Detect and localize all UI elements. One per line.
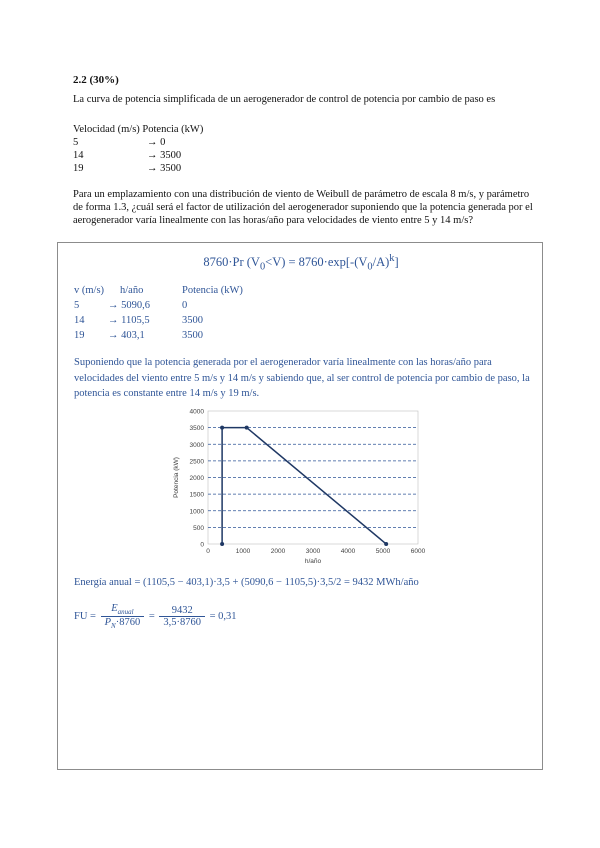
- question-title: 2.2 (30%): [73, 74, 119, 86]
- data-point: [384, 542, 388, 546]
- answer-explanation: Suponiendo que la potencia generada por el aerogenerador varía linealmente con las horas/año para velocidades del viento entre 5 m/s y 14 m/s y sabiendo que, al ser control de potencia por cambio de paso, la potencia es constante entre 14 m/s y 19 m/s.: [74, 357, 530, 399]
- col-header-hours: h/año: [120, 285, 144, 296]
- y-tick-label: 500: [193, 524, 204, 532]
- utilization-factor: FU = $E_{anual}$ $P_N\cdot 8760$ = $\frac{9432}{3,5\cdot 8760}$ = 0,31: [74, 603, 237, 631]
- question-paragraph: Para un emplazamiento con una distribución de viento de Weibull de parámetro de escala 8 m/s, y parámetro de forma 1.3, ¿cuál será el factor de utilización del aerogenerador suponiendo que la potencia generada por el aerogenerador varía linealmente con las horas/año para velocidades de viento entre 5 y 14 m/s?: [73, 189, 533, 226]
- power-cell: → 0: [147, 137, 166, 148]
- x-tick-label: 1000: [235, 548, 251, 555]
- power-series-line: [222, 428, 386, 544]
- answer-box: 8760·Pr $(V_0<V) = 8760\cdot\exp[-(V_0/A)^k]$ v (m/s) h/año Potencia (kW) 5 → 5090,6 0 14 → 1105,5 3500 19 → 403,1 3500 Suponiendo que la potencia generada por el aerogenerador varía linealmente con las horas/año para velocidades del viento entre 5 m/s y 14 m/s y sabiendo que, al ser control de potencia por cambio de paso, la potencia es constante entre 14 m/s y 19 m/s. 0 500 1000 1500 2000 2500 3000 3500 4000 0 1000 2000 3000 4000 5000 6000 h/año Potencia (kW) Energía anual = (1105,5 − 403,1)·3,5 + (5090,6 − 1105,5)·3,5/2 = 9432 MWh/año FU = $E_{anual}$ $P_N\cdot 8760$ = $\frac{9432}{3,5\cdot 8760}$ = 0,31: [57, 242, 543, 770]
- y-tick-label: 2000: [189, 475, 204, 482]
- col-header-power: Potencia (kW): [182, 285, 243, 296]
- x-tick-label: 5000: [375, 548, 391, 555]
- data-point: [245, 426, 249, 430]
- annual-energy: Energía anual = (1105,5 − 403,1)·3,5 + (5090,6 − 1105,5)·3,5/2 = 9432 MWh/año: [74, 577, 419, 588]
- x-tick-label: 6000: [410, 548, 426, 555]
- power-cell: → 3500: [147, 150, 182, 161]
- data-point: [220, 542, 224, 546]
- x-tick-label: 3000: [305, 548, 321, 555]
- y-tick-label: 3000: [189, 441, 204, 449]
- x-tick-label: 4000: [340, 548, 356, 555]
- question-table-header: Velocidad (m/s) Potencia (kW): [73, 124, 204, 135]
- y-tick-label: 0: [200, 541, 204, 549]
- speed-cell: 19: [73, 163, 84, 174]
- x-tick-label: 2000: [270, 548, 286, 555]
- question-intro: La curva de potencia simplificada de un aerogenerador de control de potencia por cambio de paso es: [73, 94, 496, 105]
- power-cell: → 3500: [147, 163, 182, 174]
- data-point: [220, 426, 224, 430]
- speed-cell: 5: [73, 137, 79, 148]
- y-tick-label: 1000: [189, 508, 204, 516]
- x-tick-label: 0: [206, 548, 210, 555]
- weibull-formula: 8760·Pr $(V_0<V) = 8760\cdot\exp[-(V_0/A)^k]$: [203, 253, 399, 273]
- y-tick-label: 2500: [189, 458, 204, 466]
- col-header-speed: v (m/s): [74, 285, 105, 296]
- y-tick-label: 1500: [189, 491, 204, 499]
- speed-cell: 14: [73, 150, 84, 161]
- x-axis-label: h/año: [304, 558, 322, 565]
- y-tick-label: 4000: [189, 408, 204, 416]
- y-tick-label: 3500: [189, 425, 204, 433]
- y-axis-label: Potencia (kW): [173, 457, 180, 498]
- power-hours-chart: [168, 403, 438, 568]
